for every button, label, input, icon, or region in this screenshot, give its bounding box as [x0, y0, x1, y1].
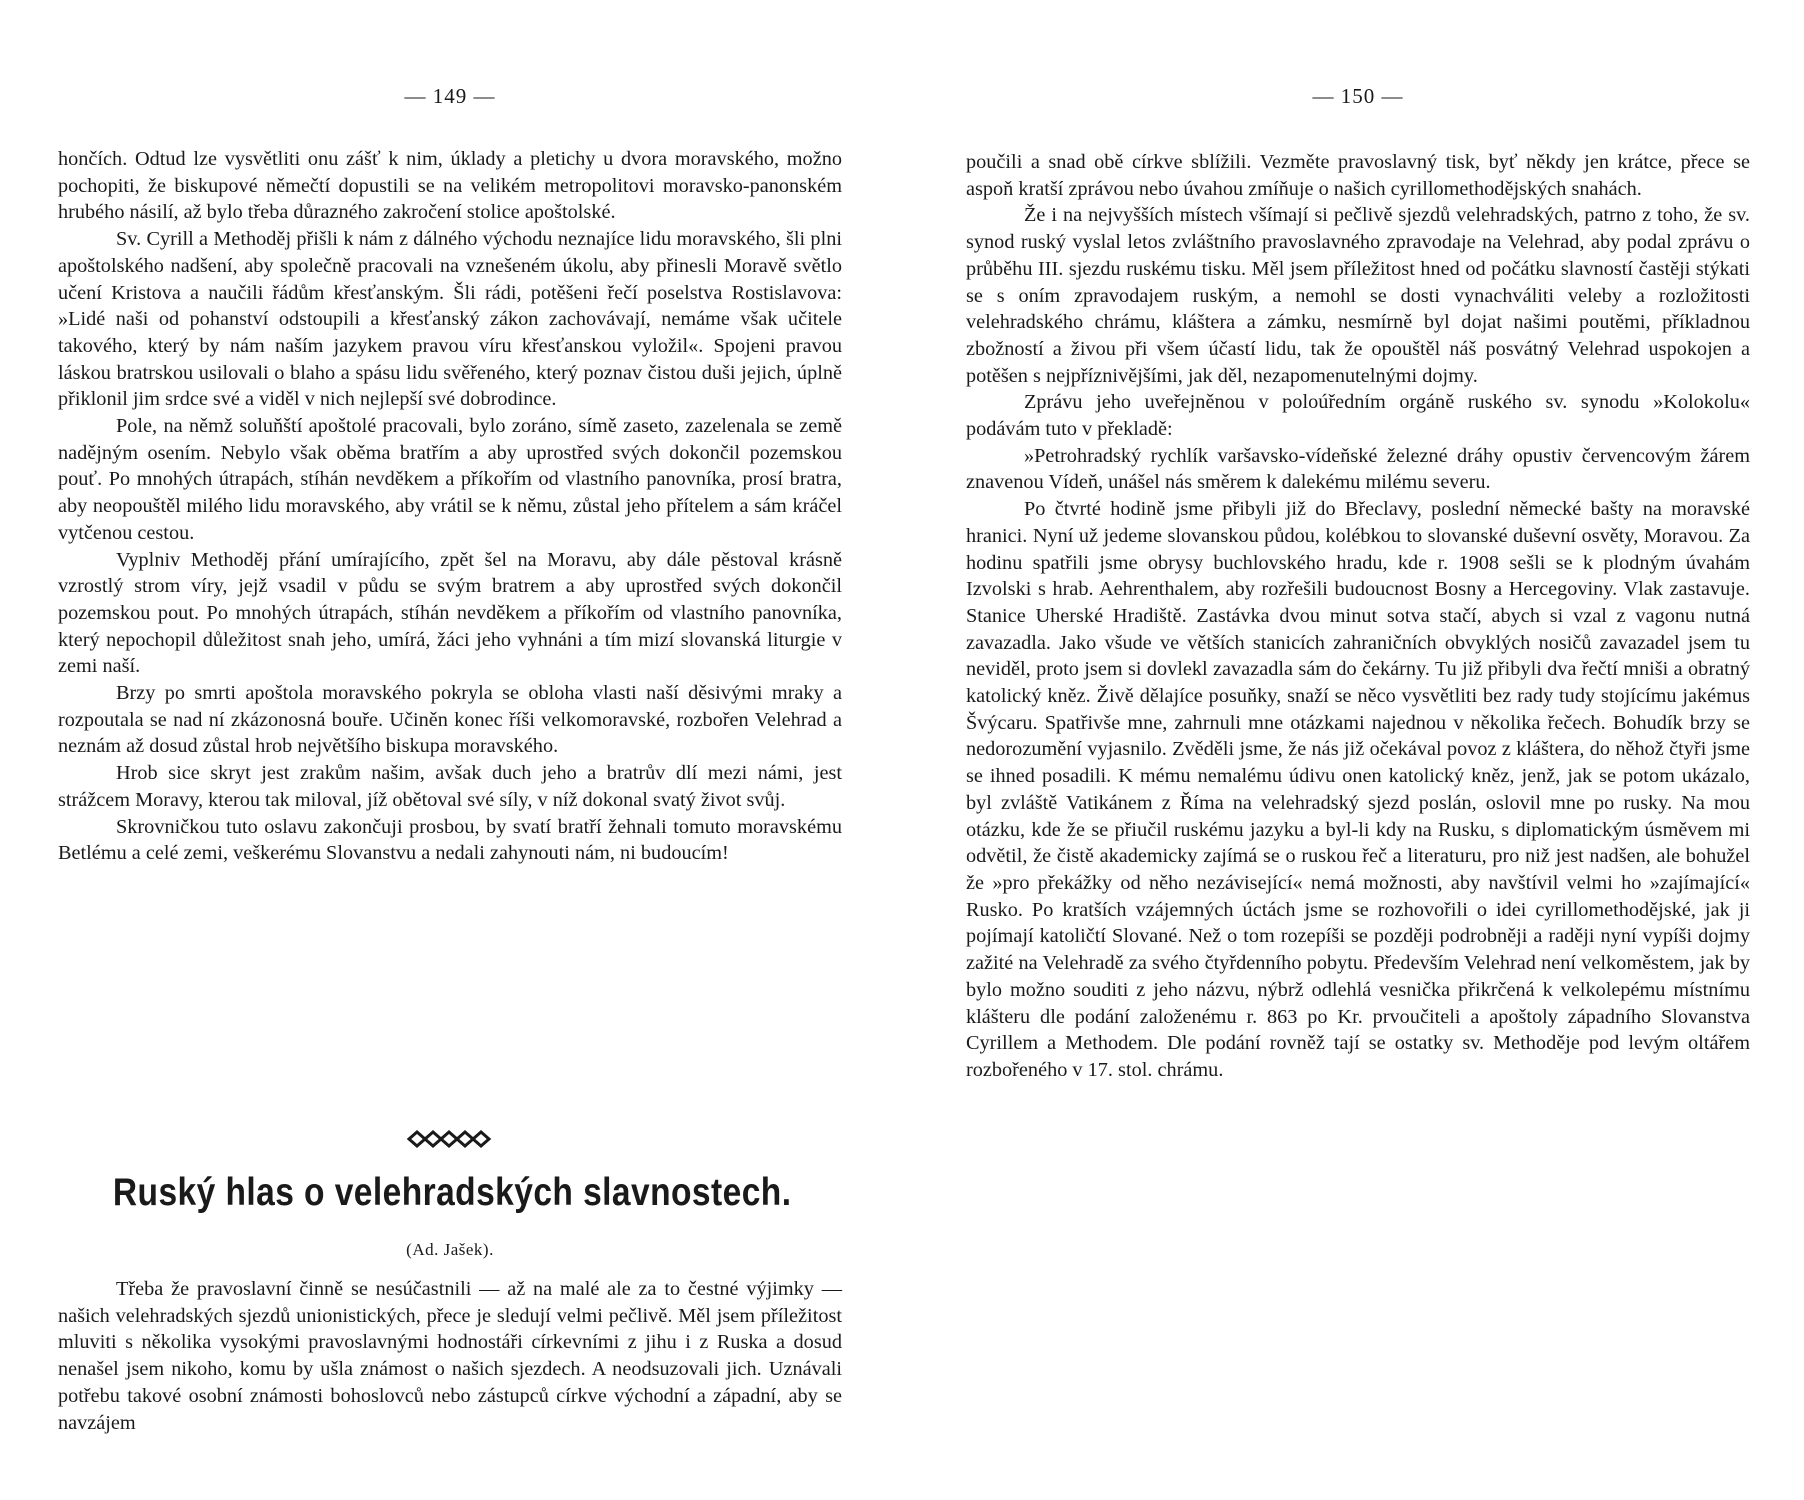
body-text-bottom [58, 1276, 842, 1436]
paragraph: Sv. Cyrill a Methoděj přišli k nám z dálného východu neznajíce lidu moravského, šli plni apoštolského nadšení, aby společně pracovali na vznešeném úkolu, aby přinesli Moravě světlo učení Kristova a naučili řádům křesťanským. Šli rádi, potěšeni řečí poselstva Rostislavova: »Lidé naši od pohanství odstoupili a křesťanský zákon zachovávají, nemáme však učitele takového, který by nám naším jazykem pravou víru křesťanskou vyložil«. Spojeni pravou láskou bratrskou usilovali o blaho a spásu lidu svěřeného, který poznav čistou duši jejich, úplně přiklonil jim srdce své a viděl v nich nejlepší své dobrodince. [58, 228, 842, 411]
paragraph: Že i na nejvyšších místech všímají si pečlivě sjezdů velehradských, patrno z toho, že sv. synod ruský vyslal letos zvláštního pravoslavného zpravodaje na Velehrad, aby podal zprávu o průběhu III. sjezdu ruskému tisku. Měl jsem příležitost hned od počátku slavností častěji stýkati se s oním zpravodajem ruským, a nemohl se dosti vynachváliti veleby a rozložitosti velehradského chrámu, kláštera a zámku, nesmírně byl dojat našimi poutěmi, příkladnou zbožností a živou při všem účastí lidu, tak že opouštěl náš posvátný Velehrad uspokojen a potěšen s nejpříznivějšími, jak děl, nezapomenutelnými dojmy. [966, 204, 1750, 387]
paragraph: Třeba že pravoslavní činně se nesúčastnili — až na malé ale za to čestné výjimky — našich velehradských sjezdů unionistických, přece je sledují velmi pečlivě. Měl jsem příležitost mluviti s několika vysokými pravoslavnými hodnostáři církevními z jihu i z Ruska a dosud nenašel jsem nikoho, komu by ušla známost o našich sjezdech. A neodsuzovali jich. Uznávali potřebu takové osobní známosti bohoslovců nebo zástupců církve východní a západní, aby se navzájem [58, 1278, 842, 1434]
body-text [966, 149, 1750, 1084]
paragraph: Vyplniv Methoděj přání umírajícího, zpět šel na Moravu, aby dále pěstoval krásně vzrostlý strom víry, jejž vsadil v půdu se svým bratrem a aby uprostřed svých dokončil pozemskou pout. Po mnohých útrapách, stíhán nevděkem a příkořím od vlastního panovníka, který nepochopil důležitost snah jeho, umírá, žáci jeho vyhnáni a tím mizí slovanská liturgie v zemi naší. [58, 548, 842, 678]
paragraph: hončích. Odtud lze vysvětliti onu zášť k nim, úklady a pletichy u dvora moravského, možno pochopiti, že biskupové němečtí dopustili se na velikém metropolitovi moravsko-panonském hrubého násilí, až bylo třeba důrazného zakročení stolice apoštolské. [58, 148, 842, 224]
paragraph: Zprávu jeho uveřejněnou v poloúředním orgáně ruského sv. synodu »Kolokolu« podávám tuto v překladě: [966, 391, 1750, 441]
paragraph: Brzy po smrti apoštola moravského pokryla se obloha vlasti naší děsivými mraky a rozpoutala se nad ní zkázonosná bouře. Učiněn konec říši velkomoravské, rozbořen Velehrad a neznám až dosud zůstal hrob největšího biskupa moravského. [58, 682, 842, 758]
article-byline: (Ad. Jašek). [406, 1240, 494, 1259]
paragraph: poučili a snad obě církve sblížili. Vezměte pravoslavný tisk, byť někdy jen krátce, přece se aspoň kratší zprávou nebo úvahou zmíňuje o našich cyrillomethodějských snahách. [966, 151, 1750, 200]
paragraph: Hrob sice skryt jest zrakům našim, avšak duch jeho a bratrův dlí mezi námi, jest strážcem Moravy, kterou tak miloval, jíž obětoval své síly, v níž dokonal svatý život svůj. [58, 762, 842, 811]
body-text-top [58, 146, 842, 867]
left-page [58, 0, 842, 1500]
article-title: Ruský hlas o velehradských slavnostech. [112, 1171, 792, 1214]
paragraph: Skrovničkou tuto oslavu zakončuji prosbou, by svatí bratří žehnali tomuto moravskému Betlému a celé zemi, veškerému Slovanstvu a nedali zahynouti nám, ni budoucím! [58, 815, 842, 865]
section-divider-ornament [58, 1130, 842, 1152]
page-number: — 149 — [404, 84, 496, 108]
paragraph: »Petrohradský rychlík varšavsko-vídeňské železné dráhy opustiv červencovým žárem znavenou Vídeň, unášel nás směrem k dalekému milému severu. [966, 444, 1750, 494]
right-page [966, 0, 1750, 1500]
page-number: — 150 — [1312, 84, 1404, 108]
paragraph: Pole, na němž soluňští apoštolé pracovali, bylo zoráno, símě zaseto, zazelenala se země nadějným osením. Nebylo však oběma bratřím a aby uprostřed svých dokončil pozemskou pouť. Po mnohých útrapách, stíhán nevděkem a příkořím od vlastního panovníka, prosí bratra, aby neopouštěl milého lidu moravského, aby vrátil se k němu, zůstal jeho přítelem a sám kráčel vytčenou cestou. [58, 415, 842, 544]
paragraph: Po čtvrté hodině jsme přibyli již do Břeclavy, poslední německé bašty na moravské hranici. Nyní už jedeme slovanskou půdou, kolébkou to slovanské duševní osvěty, Moravou. Za hodinu spatřili jsme obrysy buchlovského hradu, kde r. 1908 sešli se k plodným úvahám Izvolski s hrab. Aehrenthalem, aby rozřešili budoucnost Bosny a Hercegoviny. Vlak zastavuje. Stanice Uherské Hradiště. Zastávka dvou minut sotva stačí, abych si vzal z vagonu nutná zavazadla. Jako všude ve větších stanicích zahraničních obvyklých nosičů zavazadel jsem tu neviděl, proto jsem si dovlekl zavazadla sám do čekárny. Tu již přibyli dva řečtí mniši a obratný katolický kněz. Živě dělajíce posuňky, snaží se něco vysvětliti bez rady tudy stojícímu jakémus Švýcaru. Spatřivše mne, zahrnuli mne otázkami najednou v několika řečech. Bohudík brzy se nedorozumění vyjasnilo. Zvěděli jsme, že nás již očekával povoz z kláštera, do něhož čtyři jsme se ihned posadili. K mému nemalému údivu onen katolický kněz, jenž, jak se potom ukázalo, byl zvláště Vatikánem z Říma na velehradský sjezd poslán, oslovil mne po rusky. Na mou otázku, kde že se přiučil ruskému jazyku a byl-li kdy na Rusku, s diplomatickým úsměvem mi odvětil, že čistě akademicky zajímá se o ruskou řeč a literaturu, pro niž jest nadšen, ale bohužel že »pro překážky od něho nezávisející« nemá možnosti, aby navštívil velmi ho »zajímající« Rusko. Po kratších vzájemných úctách jsme se rozhovořili o idei cyrillomethodějské, jak ji pojímají katoličtí Slované. Než o tom rozepíši se později podrobněji a raději nyní vypíši dojmy zažité na Velehradě za svého čtyřdenního pobytu. Především Velehrad není velkoměstem, jak by bylo možno souditi z jeho názvu, nýbrž odlehlá vesnička přikrčená k velkolepému místnímu klášteru dle podání založenému r. 863 po Kr. prvoučiteli a apoštoly západního Slovanstva Cyrillem a Methodem. Dle podání rovněž tají se ostatky sv. Methoděje pod levým oltářem rozbořeného v 17. stol. chrámu. [966, 498, 1750, 1081]
diamond-chain-icon [407, 1130, 493, 1148]
